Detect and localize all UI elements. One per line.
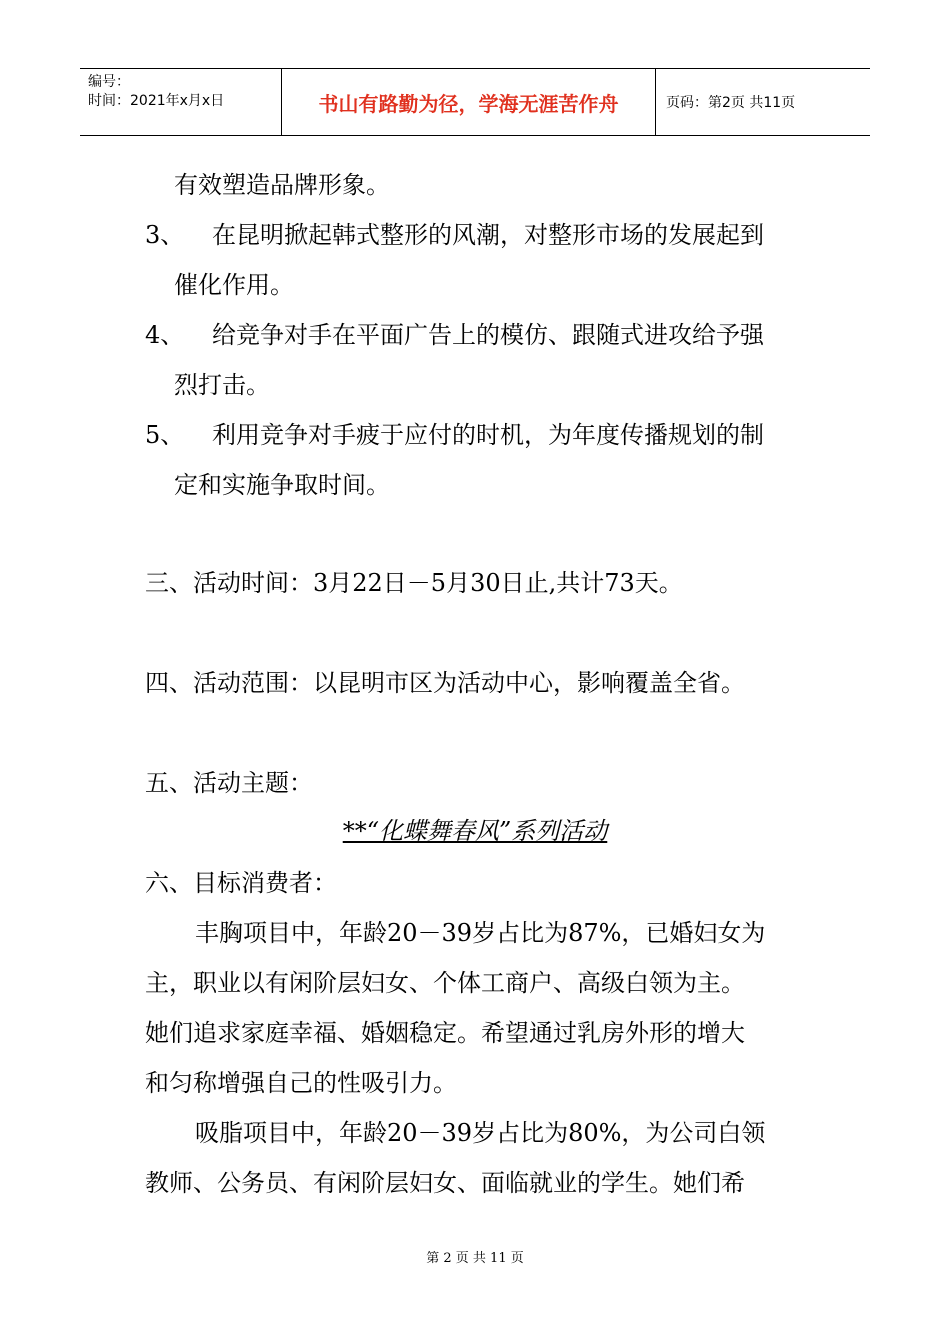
page-footer: 第 2 页 共 11 页 — [426, 1251, 524, 1266]
list-item-5-line-2: 定和实施争取时间。 — [174, 471, 390, 499]
paragraph-1-line-4: 和匀称增强自己的性吸引力。 — [145, 1069, 457, 1097]
list-item-5-line-1: 利用竞争对手疲于应付的时机，为年度传播规划的制 — [212, 421, 764, 449]
header-page-info: 页码：第2页 共11页 — [666, 95, 796, 111]
document-date-label: 时间：2021年x月x日 — [88, 93, 225, 109]
section-4-heading: 四、活动范围：以昆明市区为活动中心，影响覆盖全省。 — [145, 669, 745, 697]
list-item-4-line-1: 给竞争对手在平面广告上的模仿、跟随式进攻给予强 — [212, 321, 764, 349]
list-number-3: 3、 — [145, 221, 185, 249]
page-header — [80, 68, 870, 136]
paragraph-2-line-2: 教师、公务员、有闲阶层妇女、面临就业的学生。她们希 — [145, 1169, 745, 1197]
paragraph-1-line-1: 丰胸项目中，年龄20－39岁占比为87%，已婚妇女为 — [195, 919, 766, 947]
document-number-label: 编号： — [88, 74, 130, 90]
section-6-heading: 六、目标消费者： — [145, 869, 337, 897]
list-item-3-line-1: 在昆明掀起韩式整形的风潮，对整形市场的发展起到 — [212, 221, 764, 249]
section-5-heading: 五、活动主题： — [145, 769, 313, 797]
header-motto: 书山有路勤为径，学海无涯苦作舟 — [282, 69, 656, 135]
list-number-4: 4、 — [145, 321, 185, 349]
continued-line: 有效塑造品牌形象。 — [174, 171, 390, 199]
list-item-4-line-2: 烈打击。 — [174, 371, 270, 399]
list-item-3-line-2: 催化作用。 — [174, 271, 294, 299]
activity-theme — [0, 816, 950, 846]
header-meta — [80, 69, 282, 135]
paragraph-2-line-1: 吸脂项目中，年龄20－39岁占比为80%，为公司白领 — [195, 1119, 766, 1147]
list-number-5: 5、 — [145, 421, 185, 449]
paragraph-1-line-3: 她们追求家庭幸福、婚姻稳定。希望通过乳房外形的增大 — [145, 1019, 745, 1047]
paragraph-1-line-2: 主，职业以有闲阶层妇女、个体工商户、高级白领为主。 — [145, 969, 745, 997]
activity-theme-text: **“化蝶舞春风”系列活动 — [342, 817, 608, 845]
section-3-heading: 三、活动时间：3月22日－5月30日止,共计73天。 — [145, 569, 683, 597]
